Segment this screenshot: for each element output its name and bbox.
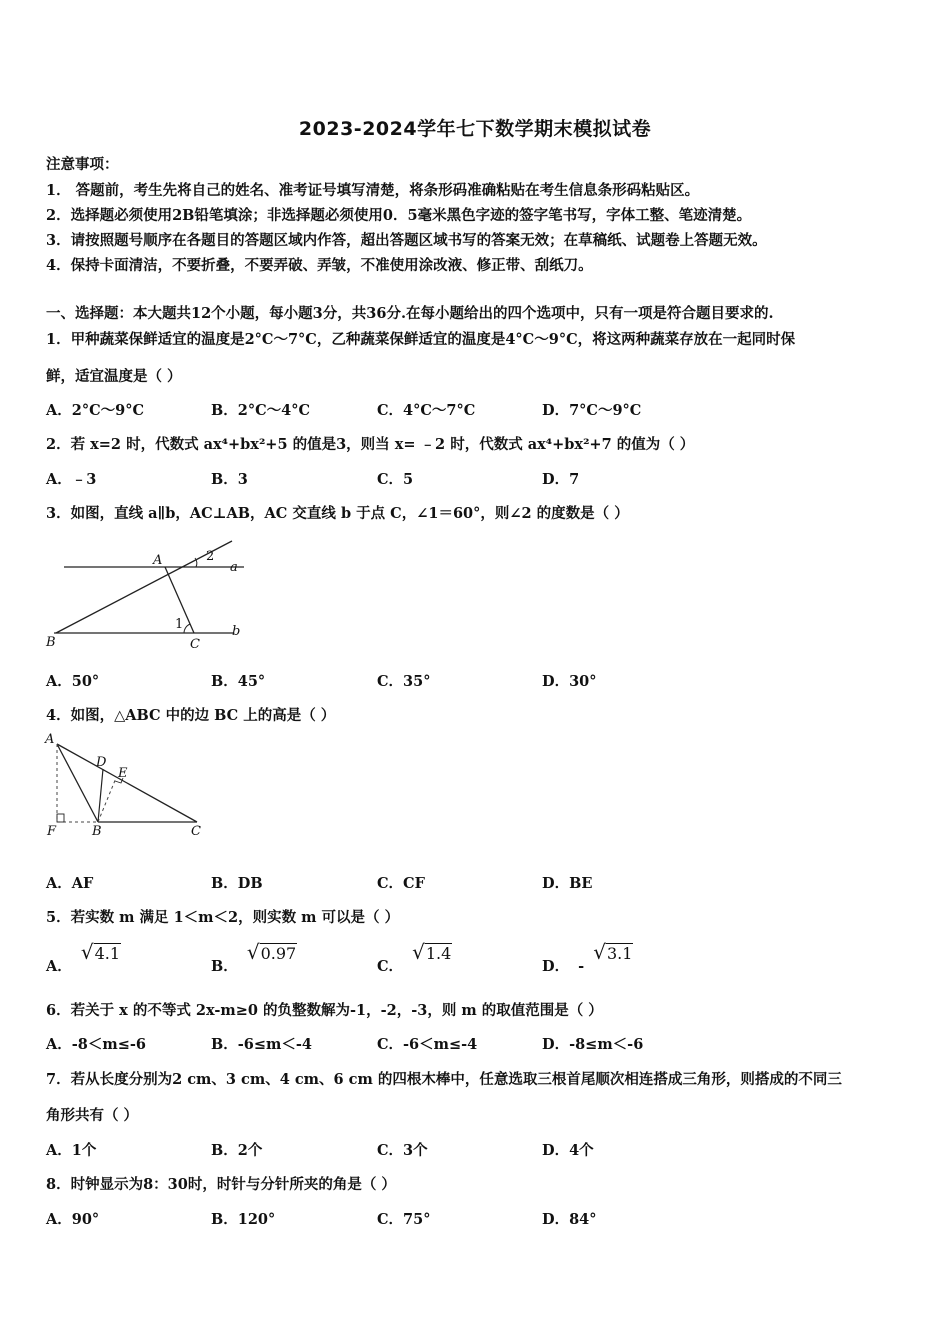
question-4-line1: 4．如图，△ABC 中的边 BC 上的高是（ ） bbox=[46, 707, 336, 724]
option-d: D．7°C～9°C bbox=[542, 402, 642, 419]
question-3-line1: 3．如图，直线 a∥b，AC⊥AB，AC 交直线 b 于点 C，∠1＝60°，则∠2 的度数是（ ） bbox=[46, 505, 629, 522]
question-8-line1: 8．时钟显示为8：30时，时针与分针所夹的角是（ ） bbox=[46, 1176, 396, 1193]
question-6-line1: 6．若关于 x 的不等式 2x-m≥0 的负整数解为-1，-2，-3，则 m 的取值范围是（ ） bbox=[46, 1002, 603, 1019]
option-a: A．90° bbox=[46, 1211, 100, 1228]
radicand: 4.1 bbox=[94, 944, 121, 963]
question-1-line1: 1．甲种蔬菜保鲜适宜的温度是2°C～7°C，乙种蔬菜保鲜适宜的温度是4°C～9°C，将这两种蔬菜存放在一起同时保 bbox=[46, 331, 796, 348]
option-c: C．-6＜m≤-4 bbox=[377, 1036, 478, 1053]
label-e: E bbox=[118, 766, 128, 781]
section-heading: 一、选择题：本大题共12个小题，每小题3分，共36分.在每小题给出的四个选项中，只有一项是符合题目要求的. bbox=[46, 305, 774, 322]
label-f: F bbox=[47, 824, 57, 839]
sqrt-expression: √3.1 bbox=[593, 940, 633, 964]
label-c: C bbox=[191, 824, 201, 839]
option-a: A．﹣3 bbox=[46, 471, 97, 488]
notes-heading: 注意事项： bbox=[46, 156, 119, 173]
option-c bbox=[377, 940, 452, 976]
option-a: A．2°C～9°C bbox=[46, 402, 145, 419]
label-d: D bbox=[96, 755, 107, 770]
label-line-b: b bbox=[232, 624, 241, 639]
option-letter: D． bbox=[542, 958, 570, 975]
option-c: C．3个 bbox=[377, 1142, 428, 1159]
question-7-line1: 7．若从长度分别为2 cm、3 cm、4 cm、6 cm 的四根木棒中，任意选取三根首尾顺次相连搭成三角形，则搭成的不同三 bbox=[46, 1071, 842, 1088]
triangle-height-figure bbox=[40, 730, 220, 840]
option-d: D．BE bbox=[542, 875, 593, 892]
sqrt-expression: √0.97 bbox=[246, 940, 297, 964]
note-item: 3．请按照题号顺序在各题目的答题区域内作答，超出答题区域书写的答案无效；在草稿纸、试题卷上答题无效。 bbox=[46, 232, 767, 249]
option-c: C．75° bbox=[377, 1211, 431, 1228]
segment-db bbox=[98, 769, 103, 822]
option-b: B．3 bbox=[211, 471, 248, 488]
option-c: C．5 bbox=[377, 471, 414, 488]
option-a: A．50° bbox=[46, 673, 100, 690]
option-c: C．4°C～7°C bbox=[377, 402, 476, 419]
segment-be bbox=[98, 778, 116, 822]
option-d: D．4个 bbox=[542, 1142, 594, 1159]
question-7-line2: 角形共有（ ） bbox=[46, 1107, 139, 1124]
label-c-point: C bbox=[190, 637, 200, 652]
angle-1-arc bbox=[184, 624, 190, 633]
option-d: D．7 bbox=[542, 471, 580, 488]
label-line-a: a bbox=[230, 560, 238, 575]
label-angle-1: 1 bbox=[175, 617, 184, 632]
label-b-point: B bbox=[46, 635, 56, 650]
sqrt-expression: √1.4 bbox=[412, 940, 452, 964]
note-item: 4．保持卡面清洁，不要折叠，不要弄破、弄皱，不准使用涂改液、修正带、刮纸刀。 bbox=[46, 257, 593, 274]
option-a: A．-8＜m≤-6 bbox=[46, 1036, 146, 1053]
question-5-line1: 5．若实数 m 满足 1＜m＜2，则实数 m 可以是（ ） bbox=[46, 909, 400, 926]
question-1-line2: 鲜，适宜温度是（ ） bbox=[46, 368, 182, 385]
label-angle-2: 2 bbox=[206, 549, 215, 564]
label-a-point: A bbox=[153, 553, 163, 568]
question-2-line1: 2．若 x=2 时，代数式 ax⁴+bx²+5 的值是3，则当 x= ﹣2 时，代数式 ax⁴+bx²+7 的值为（ ） bbox=[46, 436, 695, 453]
negative-sign: - bbox=[578, 958, 585, 975]
option-c: C．35° bbox=[377, 673, 431, 690]
option-d: D．30° bbox=[542, 673, 597, 690]
label-b: B bbox=[92, 824, 102, 839]
option-letter: A． bbox=[46, 958, 72, 975]
option-b: B．-6≤m＜-4 bbox=[211, 1036, 312, 1053]
option-a bbox=[46, 940, 121, 976]
radicand: 3.1 bbox=[606, 944, 633, 963]
option-b: B．120° bbox=[211, 1211, 276, 1228]
option-d: D．-8≤m＜-6 bbox=[542, 1036, 644, 1053]
option-b: B．DB bbox=[211, 875, 263, 892]
option-b bbox=[211, 940, 297, 976]
radicand: 1.4 bbox=[425, 944, 452, 963]
option-c: C．CF bbox=[377, 875, 425, 892]
note-item: 2．选择题必须使用2B铅笔填涂；非选择题必须使用0．5毫米黑色字迹的签字笔书写，字体工整、笔迹清楚。 bbox=[46, 207, 752, 224]
option-a: A．AF bbox=[46, 875, 94, 892]
page-title: 2023-2024学年七下数学期末模拟试卷 bbox=[298, 118, 652, 140]
radicand: 0.97 bbox=[260, 944, 297, 963]
option-d bbox=[542, 940, 633, 976]
sqrt-expression: √4.1 bbox=[80, 940, 121, 964]
label-a: A bbox=[45, 732, 55, 747]
option-letter: B． bbox=[211, 958, 238, 975]
option-b: B．2个 bbox=[211, 1142, 263, 1159]
option-b: B．2°C～4°C bbox=[211, 402, 311, 419]
note-item: 1． 答题前，考生先将自己的姓名、准考证号填写清楚，将条形码准确粘贴在考生信息条形码粘贴区。 bbox=[46, 182, 700, 199]
option-d: D．84° bbox=[542, 1211, 597, 1228]
option-a: A．1个 bbox=[46, 1142, 97, 1159]
option-letter: C． bbox=[377, 958, 404, 975]
option-b: B．45° bbox=[211, 673, 266, 690]
right-angle-f bbox=[57, 814, 64, 822]
parallel-lines-figure bbox=[44, 536, 264, 656]
